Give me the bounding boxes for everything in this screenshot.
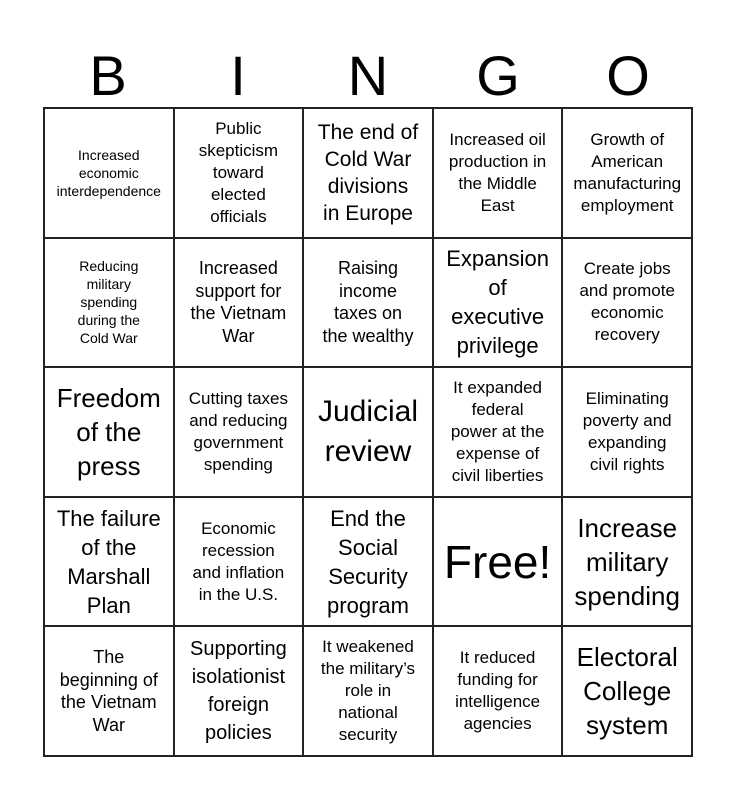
cell-text: Supporting isolationist foreign policies [190, 638, 287, 745]
bingo-cell-r4-c5[interactable] [562, 497, 692, 627]
cell-text: Increase military spending [574, 512, 680, 611]
bingo-cell-r1-c4[interactable] [433, 108, 563, 238]
bingo-cell-r3-c2[interactable] [174, 367, 304, 497]
bingo-cell-r3-c5[interactable] [562, 367, 692, 497]
header-letter-b: B [89, 44, 127, 107]
free-space-text: Free! [443, 535, 552, 588]
bingo-cell-r2-c3[interactable] [303, 238, 433, 368]
cell-text: Increased economic interdependence [56, 146, 161, 199]
bingo-cell-r4-c1[interactable] [44, 497, 174, 627]
bingo-cell-r1-c3[interactable] [303, 108, 433, 238]
header-letter-n: N [347, 44, 389, 107]
cell-text: The end of Cold War divisions in Europe [317, 120, 419, 225]
cell-text: Increased oil production in the Middle East [448, 129, 547, 215]
cell-text: Raising income taxes on the wealthy [322, 258, 414, 346]
cell-text: Cutting taxes and reducing government spending [188, 388, 288, 474]
bingo-cell-r4-c2[interactable] [174, 497, 304, 627]
cell-text: Judicial review [317, 394, 419, 468]
cell-text: Eliminating poverty and expanding civil rights [582, 388, 672, 474]
header-letter-g: G [476, 44, 520, 107]
bingo-cell-r3-c4[interactable] [433, 367, 563, 497]
bingo-cell-r4-c4[interactable] [433, 497, 563, 627]
bingo-cell-r2-c5[interactable] [562, 238, 692, 368]
bingo-cell-r1-c2[interactable] [174, 108, 304, 238]
cell-text: Increased support for the Vietnam War [190, 258, 287, 346]
cell-text: Growth of American manufacturing employment [573, 129, 682, 215]
cell-text: The failure of the Marshall Plan [56, 505, 161, 618]
cell-text: End the Social Security program [327, 505, 409, 618]
bingo-cell-r2-c4[interactable] [433, 238, 563, 368]
bingo-cell-r3-c3[interactable] [303, 367, 433, 497]
bingo-cell-r5-c5[interactable] [562, 626, 692, 756]
bingo-grid [43, 107, 693, 757]
bingo-cell-r5-c4[interactable] [433, 626, 563, 756]
bingo-cell-r3-c1[interactable] [44, 367, 174, 497]
bingo-header [43, 44, 693, 108]
cell-text: It weakened the military’s role in national security [320, 637, 416, 745]
header-letter-o: O [606, 44, 650, 107]
bingo-cell-r1-c5[interactable] [562, 108, 692, 238]
cell-text: Economic recession and inflation in the U.S. [192, 518, 285, 604]
cell-text: Public skepticism toward elected officials [198, 118, 279, 226]
bingo-cell-r2-c2[interactable] [174, 238, 304, 368]
cell-text: Expansion of executive privilege [446, 246, 549, 359]
cell-text: It reduced funding for intelligence agencies [455, 648, 541, 734]
cell-text: Electoral College system [576, 642, 678, 741]
bingo-cell-r5-c3[interactable] [303, 626, 433, 756]
bingo-cell-r2-c1[interactable] [44, 238, 174, 368]
cell-text: Freedom of the press [56, 382, 161, 481]
cell-text: The beginning of the Vietnam War [59, 647, 158, 735]
cell-text: Create jobs and promote economic recovery [579, 259, 675, 345]
cell-text: It expanded federal power at the expense of civil liberties [450, 377, 545, 485]
bingo-cell-r5-c2[interactable] [174, 626, 304, 756]
header-letter-i: I [230, 44, 246, 107]
bingo-cell-r4-c3[interactable] [303, 497, 433, 627]
bingo-cell-r1-c1[interactable] [44, 108, 174, 238]
bingo-cell-r5-c1[interactable] [44, 626, 174, 756]
cell-text: Reducing military spending during the Cold War [77, 258, 140, 347]
